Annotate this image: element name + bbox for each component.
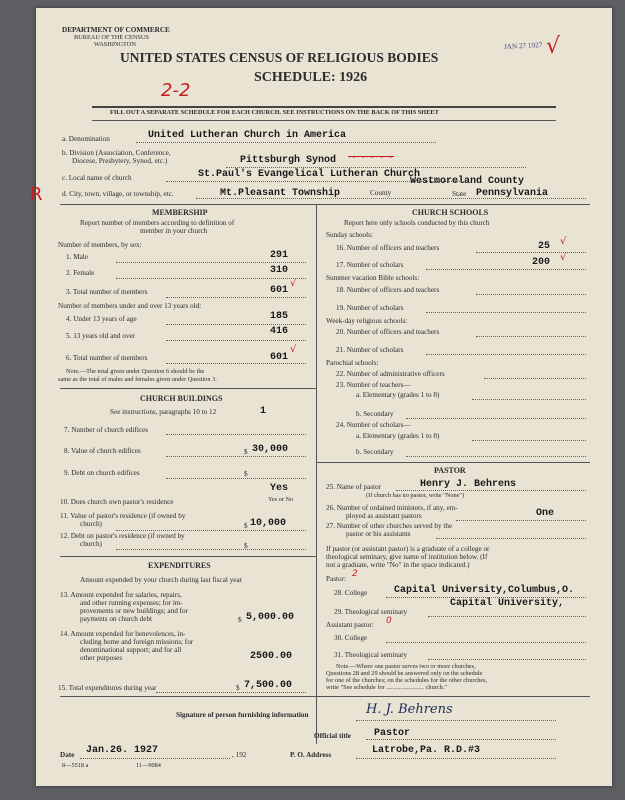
- dept-label: DEPARTMENT OF COMMERCE: [62, 26, 170, 34]
- header-rule: [92, 106, 556, 108]
- q19-line: [426, 312, 586, 313]
- membership-intro-2: member in your church: [140, 227, 208, 235]
- q2-line: [116, 278, 306, 279]
- state-label: State: [452, 190, 467, 198]
- pastor-note: Note.—Where one pastor serves two or more churches,: [336, 663, 476, 670]
- schedule-title: SCHEDULE: 1926: [254, 70, 368, 85]
- q12-dollar: $: [244, 542, 248, 550]
- q2-value: 310: [270, 265, 289, 276]
- schools-title: CHURCH SCHOOLS: [412, 208, 489, 217]
- q4-label: 4. Under 13 years of age: [66, 315, 137, 323]
- red-number: 2-2: [161, 80, 191, 101]
- q3-label: 3. Total number of members: [66, 288, 148, 296]
- q15-value: 7,500.00: [244, 680, 293, 691]
- check-mark-icon: √: [546, 34, 561, 59]
- q27-line: [436, 538, 586, 539]
- members-by-sex-label: Number of members, by sex:: [58, 241, 142, 249]
- q8-dollar: $: [244, 448, 248, 456]
- buildings-rule: [60, 388, 316, 389]
- expenditures-intro: Amount expended by your church during last fiscal year: [80, 576, 243, 584]
- q23b-label: b. Secondary: [356, 410, 394, 418]
- q7-top-value: 1: [260, 406, 267, 417]
- q29-label: 29. Theological seminary: [334, 608, 408, 616]
- q17-label: 17. Number of scholars: [336, 261, 404, 269]
- q31-line: [428, 659, 586, 660]
- state-value: Pennsylvania: [476, 188, 549, 199]
- q30-label: 30. College: [334, 634, 368, 642]
- q4-line: [166, 324, 306, 325]
- q26-value: One: [536, 508, 555, 519]
- q3-check-icon: √: [290, 278, 297, 289]
- q11-label: 11. Value of pastor's residence (if owned by: [60, 512, 186, 520]
- po-address-value: Latrobe,Pa. R.D.#3: [372, 745, 481, 756]
- q6-check-icon: √: [290, 344, 297, 355]
- q17-check-icon: √: [560, 252, 567, 263]
- city-line: [196, 198, 586, 199]
- parochial-schools-label: Parochial schools:: [326, 359, 379, 367]
- q11-line: [116, 530, 306, 531]
- q28-line: [386, 597, 586, 598]
- q16-line: [476, 252, 586, 253]
- q12-label: 12. Debt on pastor's residence (if owned by: [60, 532, 185, 540]
- q24b-label: b. Secondary: [356, 448, 394, 456]
- q10-label: 10. Does church own pastor's residence: [60, 498, 174, 506]
- graduate-note-3: not a graduate, write "No" in the space indicated.): [326, 561, 470, 569]
- weekday-schools-label: Week-day religious schools:: [326, 317, 408, 325]
- q6-label: 6. Total number of members: [66, 354, 148, 362]
- q14-label-4: other purposes: [80, 654, 123, 662]
- q14-label-3: denominational support; and for all: [80, 646, 182, 654]
- q3-value: 601: [270, 285, 289, 296]
- q24a-line: [472, 440, 586, 441]
- date-label: Date: [60, 751, 75, 759]
- q17-value: 200: [532, 257, 551, 268]
- q5-value: 416: [270, 326, 289, 337]
- q23-label: 23. Number of teachers—: [336, 381, 411, 389]
- division-label: b. Division (Association, Conference,: [62, 149, 171, 157]
- county-value: Westmoreland County: [410, 176, 525, 187]
- q12-line: [116, 549, 306, 550]
- form-number: 8—5518 a: [62, 762, 89, 769]
- q3-line: [166, 297, 306, 298]
- city-label: WASHINGTON: [94, 41, 136, 48]
- footer-rule: [60, 696, 590, 697]
- graduate-note-2: theological seminary, give name of institution below. (If: [326, 553, 488, 561]
- q11-dollar: $: [244, 522, 248, 530]
- date-value: Jan.26. 1927: [86, 745, 159, 756]
- q7-label: 7. Number of church edifices: [64, 426, 149, 434]
- membership-note-2: same as the total of males and females given under Question 3.: [58, 376, 217, 383]
- q26-label: 26. Number of ordained ministers, if any, em-: [326, 504, 458, 512]
- q24a-label: a. Elementary (grades 1 to 8): [356, 432, 440, 440]
- q23a-label: a. Elementary (grades 1 to 8): [356, 391, 440, 399]
- q1-line: [116, 262, 306, 263]
- q13-value: 5,000.00: [246, 612, 295, 623]
- city-township-value: Mt.Pleasant Township: [220, 188, 341, 199]
- q29-line: [428, 616, 586, 617]
- form-title: UNITED STATES CENSUS OF RELIGIOUS BODIES: [120, 50, 439, 65]
- q25-label: 25. Name of pastor: [326, 483, 382, 491]
- q5-label: 5. 13 years old and over: [66, 332, 136, 340]
- signature-value: H. J. Behrens: [366, 702, 453, 717]
- q25-hint: (If church has no pastor, write "None"): [366, 492, 465, 499]
- q22-line: [484, 378, 586, 379]
- date-line: [80, 758, 230, 759]
- q13-label: 13. Amount expended for salaries, repairs,: [60, 591, 182, 599]
- city-township-label: d. City, town, village, or township, etc.: [62, 190, 174, 198]
- q27-label: 27. Number of other churches served by the: [326, 522, 453, 530]
- age-label: Number of members under and over 13 years old:: [58, 302, 202, 310]
- official-title-value: Pastor: [374, 728, 411, 739]
- graduate-note: If pastor (or assistant pastor) is a graduate of a college or: [326, 545, 490, 553]
- q9-dollar: $: [244, 470, 248, 478]
- pastor-title: PASTOR: [434, 466, 466, 475]
- q24b-line: [406, 456, 586, 457]
- buildings-intro: See instructions, paragraphs 10 to 12: [110, 408, 217, 416]
- signature-line: [356, 720, 556, 721]
- q11-label-2: church): [80, 520, 102, 528]
- church-name-label: c. Local name of church: [62, 174, 132, 182]
- date-year-suffix: , 192: [232, 751, 247, 759]
- membership-intro: Report number of members according to definition of: [80, 219, 235, 227]
- q13-label-3: provements or new buildings; and for: [80, 607, 188, 615]
- q8-line: [166, 456, 306, 457]
- county-label: County: [370, 189, 392, 197]
- q15-label: 15. Total expenditures during year: [58, 684, 157, 692]
- q6-line: [166, 363, 306, 364]
- q4-value: 185: [270, 311, 289, 322]
- q13-label-4: payments on church debt: [80, 615, 153, 623]
- q15-line: [156, 692, 306, 693]
- q23b-line: [406, 418, 586, 419]
- q30-line: [386, 642, 586, 643]
- print-number: 11—9084: [136, 762, 161, 769]
- bureau-label: BUREAU OF THE CENSUS: [74, 34, 149, 41]
- q25-line: [396, 490, 586, 491]
- pastor-note-3: for one of the churches; on the schedules for the other churches,: [326, 677, 488, 684]
- instruction-rule: [92, 120, 556, 121]
- q1-value: 291: [270, 250, 289, 261]
- q2-label: 2. Female: [66, 269, 95, 277]
- q15-dollar: $: [236, 684, 240, 692]
- q1-label: 1. Male: [66, 253, 88, 261]
- column-divider: [316, 204, 317, 744]
- q28-value-2: Capital University,: [450, 598, 565, 609]
- sunday-schools-label: Sunday schools:: [326, 231, 373, 239]
- q8-label: 8. Value of church edifices: [64, 447, 141, 455]
- q7-line: [166, 434, 306, 435]
- church-name-value: St.Paul's Evangelical Lutheran Church: [198, 169, 421, 180]
- pastor-subhead: Pastor:: [326, 575, 346, 583]
- schools-intro: Report here only schools conducted by this church: [344, 219, 490, 227]
- q20-line: [476, 336, 586, 337]
- pastor-note-2: Questions 28 and 29 should be answered only on the schedule: [326, 670, 483, 677]
- red-annotation-icon: ~~~~~: [348, 150, 395, 163]
- red-zero-icon: 0: [386, 616, 392, 626]
- q26-line: [456, 520, 586, 521]
- membership-title: MEMBERSHIP: [152, 208, 208, 217]
- q13-label-2: and other running expenses; for im-: [80, 599, 183, 607]
- signature-label: Signature of person furnishing information: [176, 711, 309, 719]
- summer-schools-label: Summer vacation Bible schools:: [326, 274, 420, 282]
- q21-label: 21. Number of scholars: [336, 346, 404, 354]
- expenditures-rule: [60, 556, 316, 557]
- denomination-label: a. Denomination: [62, 135, 110, 143]
- received-stamp: JAN 27 1927: [503, 41, 543, 51]
- official-title-line: [366, 739, 556, 740]
- membership-note: Note.—The total given under Question 6 should be the: [66, 368, 205, 375]
- census-schedule-sheet: [30, 8, 612, 786]
- red-mark-icon: 2: [352, 569, 358, 579]
- q16-check-icon: √: [560, 236, 567, 247]
- q18-line: [476, 294, 586, 295]
- denomination-value: United Lutheran Church in America: [148, 130, 347, 141]
- q14-value: 2500.00: [250, 651, 293, 662]
- q20-label: 20. Number of officers and teachers: [336, 328, 440, 336]
- q11-value: 10,000: [250, 518, 287, 529]
- q14-label-2: cluding home and foreign missions; for: [80, 638, 194, 646]
- q25-value: Henry J. Behrens: [420, 479, 517, 490]
- q28-label: 28. College: [334, 589, 368, 597]
- division-label-2: Diocese, Presbytery, Synod, etc.): [72, 157, 168, 165]
- q31-label: 31. Theological seminary: [334, 651, 408, 659]
- q5-line: [166, 340, 306, 341]
- q28-value: Capital University,Columbus,O.: [394, 585, 575, 596]
- q21-line: [426, 354, 586, 355]
- q6-value: 601: [270, 352, 289, 363]
- denomination-line: [136, 142, 436, 143]
- q12-label-2: church): [80, 540, 102, 548]
- expenditures-title: EXPENDITURES: [148, 561, 211, 570]
- q16-value: 25: [538, 241, 551, 252]
- po-address-label: P. O. Address: [290, 751, 332, 759]
- q14-label: 14. Amount expended for benevolences, in-: [60, 630, 186, 638]
- pastor-rule: [316, 462, 590, 463]
- q23a-line: [472, 399, 586, 400]
- q13-dollar: $: [238, 616, 242, 624]
- q27-label-2: pastor or his assistants: [346, 530, 411, 538]
- q8-value: 30,000: [252, 444, 289, 455]
- division-value: Pittsburgh Synod: [240, 155, 337, 166]
- q9-line: [166, 478, 306, 479]
- q26-label-2: ployed as assistant pastors: [346, 512, 422, 520]
- pastor-note-4: write "See schedule for ........................ church.": [326, 684, 447, 691]
- division-line: [226, 167, 526, 168]
- q10-value: Yes: [270, 483, 289, 494]
- section-rule: [60, 204, 590, 205]
- q9-label: 9. Debt on church edifices: [64, 469, 140, 477]
- q19-label: 19. Number of scholars: [336, 304, 404, 312]
- po-address-line: [356, 758, 556, 759]
- official-title-label: Official title: [314, 732, 351, 740]
- yes-no-hint: Yes or No: [268, 496, 294, 503]
- q18-label: 18. Number of officers and teachers: [336, 286, 440, 294]
- buildings-title: CHURCH BUILDINGS: [140, 394, 223, 403]
- instruction-line: FILL OUT A SEPARATE SCHEDULE FOR EACH CHURCH. SEE INSTRUCTIONS ON THE BACK OF THIS SHEET: [110, 109, 439, 116]
- assistant-subhead: Assistant pastor:: [326, 621, 374, 629]
- q24-label: 24. Number of scholars—: [336, 421, 411, 429]
- q22-label: 22. Number of administrative officers: [336, 370, 445, 378]
- red-r-mark: R: [30, 184, 43, 205]
- q16-label: 16. Number of officers and teachers: [336, 244, 440, 252]
- q17-line: [426, 269, 586, 270]
